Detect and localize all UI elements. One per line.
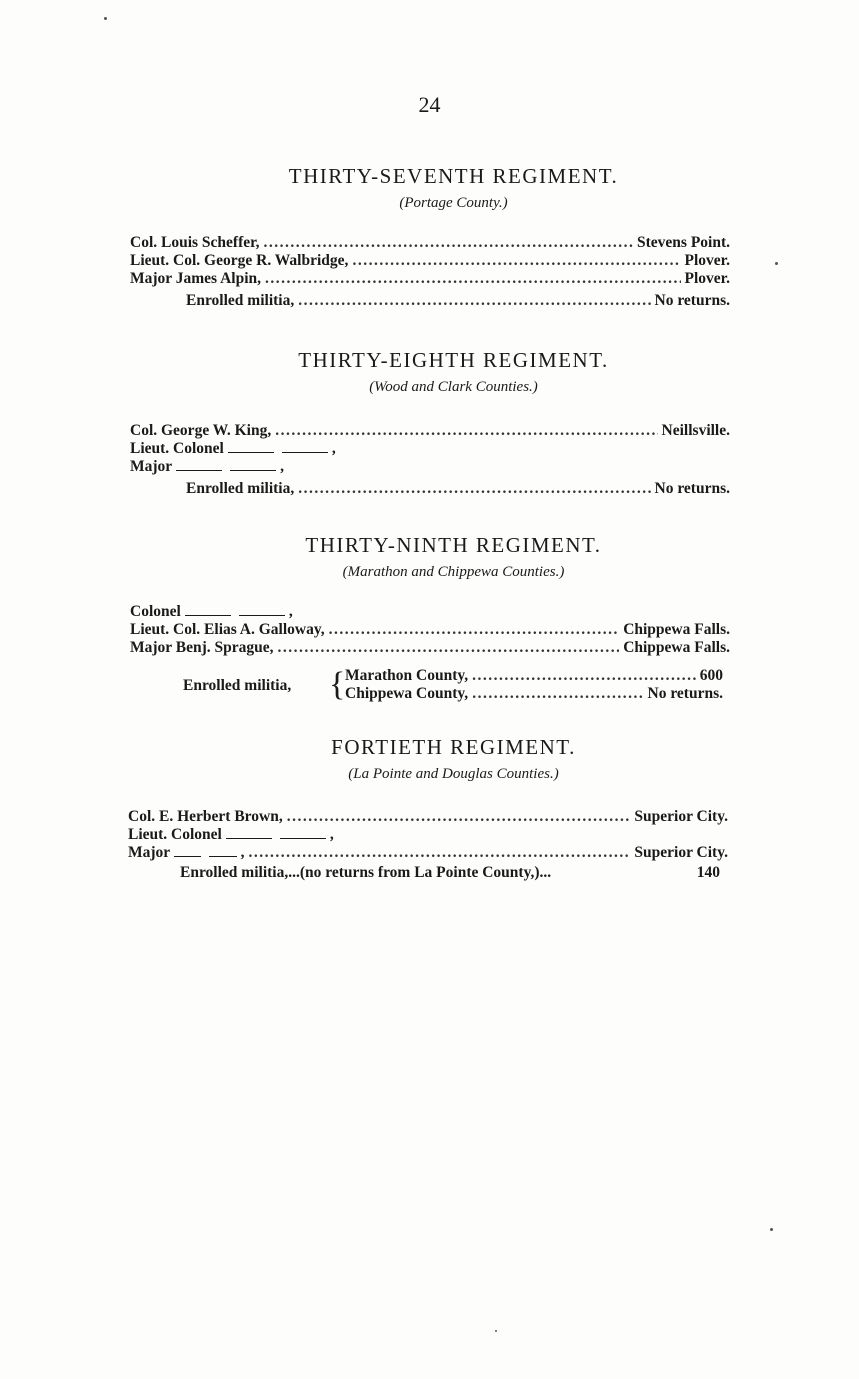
blank-dash [280, 838, 326, 839]
regiment-37-roster [130, 234, 730, 310]
regiment-subtitle: (La Pointe and Douglas Counties.) [348, 766, 559, 782]
militia-label: Enrolled militia,...(no returns from La Pointe County,)... [180, 864, 552, 881]
county-name: Chippewa County, [345, 685, 469, 702]
roster-place: Neillsville. [661, 422, 730, 439]
roster-officer: Lieut. Colonel [130, 440, 224, 457]
leader-dots [472, 685, 643, 703]
blank-dash [185, 615, 231, 616]
leader-dots [472, 667, 696, 685]
leader-dots [352, 252, 680, 270]
roster-place: Chippewa Falls. [623, 639, 730, 656]
page-number: 24 [418, 92, 441, 117]
leader-dots [275, 422, 657, 440]
blank-dash [239, 615, 285, 616]
leader-dots [287, 808, 631, 826]
regiment-title: THIRTY-EIGHTH REGIMENT. [298, 348, 609, 372]
militia-value: No returns. [654, 292, 730, 309]
roster-place: Chippewa Falls. [623, 621, 730, 638]
roster-officer: Lieut. Colonel [128, 826, 222, 843]
regiment-title: THIRTY-NINTH REGIMENT. [305, 533, 602, 557]
roster-place: Stevens Point. [637, 234, 730, 251]
blank-dash [226, 838, 272, 839]
roster-officer: Major Benj. Sprague, [130, 639, 274, 656]
regiment-title: FORTIETH REGIMENT. [331, 735, 576, 759]
roster-place: Plover. [684, 252, 730, 269]
roster-row [130, 621, 730, 639]
militia-row [128, 864, 720, 882]
roster-officer: Major James Alpin, [130, 270, 262, 287]
roster-row-vacant: Colonel , [130, 603, 293, 620]
roster-row: Major , ..... Superior City. [128, 844, 728, 862]
scan-speck [770, 1228, 773, 1231]
militia-label: Enrolled militia, [186, 480, 295, 497]
militia-value: No returns. [654, 480, 730, 497]
leader-dots [265, 270, 680, 288]
county-value: 600 [699, 667, 723, 684]
blank-dash [282, 452, 328, 453]
leader-dots [278, 639, 620, 657]
roster-row [130, 234, 730, 252]
regiment-40-roster [128, 808, 728, 882]
blank-dash [209, 856, 236, 857]
militia-value: 140 [696, 864, 720, 881]
militia-county-breakdown [183, 667, 723, 707]
leader-dots [329, 621, 620, 639]
roster-officer: Col. Louis Scheffer, [130, 234, 260, 251]
militia-label: Enrolled militia, [186, 292, 295, 309]
roster-row [130, 270, 730, 288]
regiment-37-heading [0, 164, 859, 212]
county-name: Marathon County, [345, 667, 469, 684]
roster-officer: Colonel [130, 603, 181, 620]
regiment-38-roster [130, 422, 730, 498]
roster-officer: Col. George W. King, [130, 422, 272, 439]
leader-dots [298, 480, 650, 498]
roster-row [128, 808, 728, 826]
roster-row-vacant: Lieut. Colonel , [128, 826, 334, 843]
blank-dash [176, 470, 222, 471]
leader-dots [298, 292, 650, 310]
roster-row [130, 252, 730, 270]
roster-officer: Lieut. Col. Elias A. Galloway, [130, 621, 325, 638]
leader-dots [249, 844, 631, 862]
roster-officer: Lieut. Col. George R. Walbridge, [130, 252, 349, 269]
county-value: No returns. [647, 685, 723, 702]
county-row [345, 685, 723, 703]
roster-place: Superior City. [634, 808, 728, 825]
roster-officer: Major [128, 844, 171, 861]
scan-speck [775, 262, 778, 265]
roster-row-vacant: Lieut. Colonel , [130, 440, 336, 457]
roster-place: Plover. [684, 270, 730, 287]
regiment-subtitle: (Marathon and Chippewa Counties.) [342, 564, 565, 580]
roster-officer: Major [130, 458, 173, 475]
roster-row [130, 639, 730, 657]
militia-row [130, 480, 730, 498]
roster-officer: Col. E. Herbert Brown, [128, 808, 283, 825]
regiment-subtitle: (Wood and Clark Counties.) [369, 379, 538, 395]
roster-row-vacant: Major , [130, 458, 285, 475]
militia-label: Enrolled militia, [183, 677, 292, 694]
regiment-title: THIRTY-SEVENTH REGIMENT. [288, 164, 619, 188]
militia-row [130, 292, 730, 310]
scan-speck [495, 1330, 497, 1332]
regiment-39-roster [130, 603, 730, 657]
roster-place: Superior City. [634, 844, 728, 861]
regiment-39-heading [0, 533, 859, 581]
blank-dash [228, 452, 274, 453]
scan-speck [104, 17, 107, 20]
curly-brace: { [329, 666, 346, 703]
regiment-subtitle: (Portage County.) [399, 195, 508, 211]
regiment-40-heading [0, 735, 859, 783]
county-row [345, 667, 723, 685]
roster-row [130, 422, 730, 440]
blank-dash [230, 470, 276, 471]
blank-dash [174, 856, 201, 857]
regiment-38-heading [0, 348, 859, 396]
leader-dots [263, 234, 633, 252]
